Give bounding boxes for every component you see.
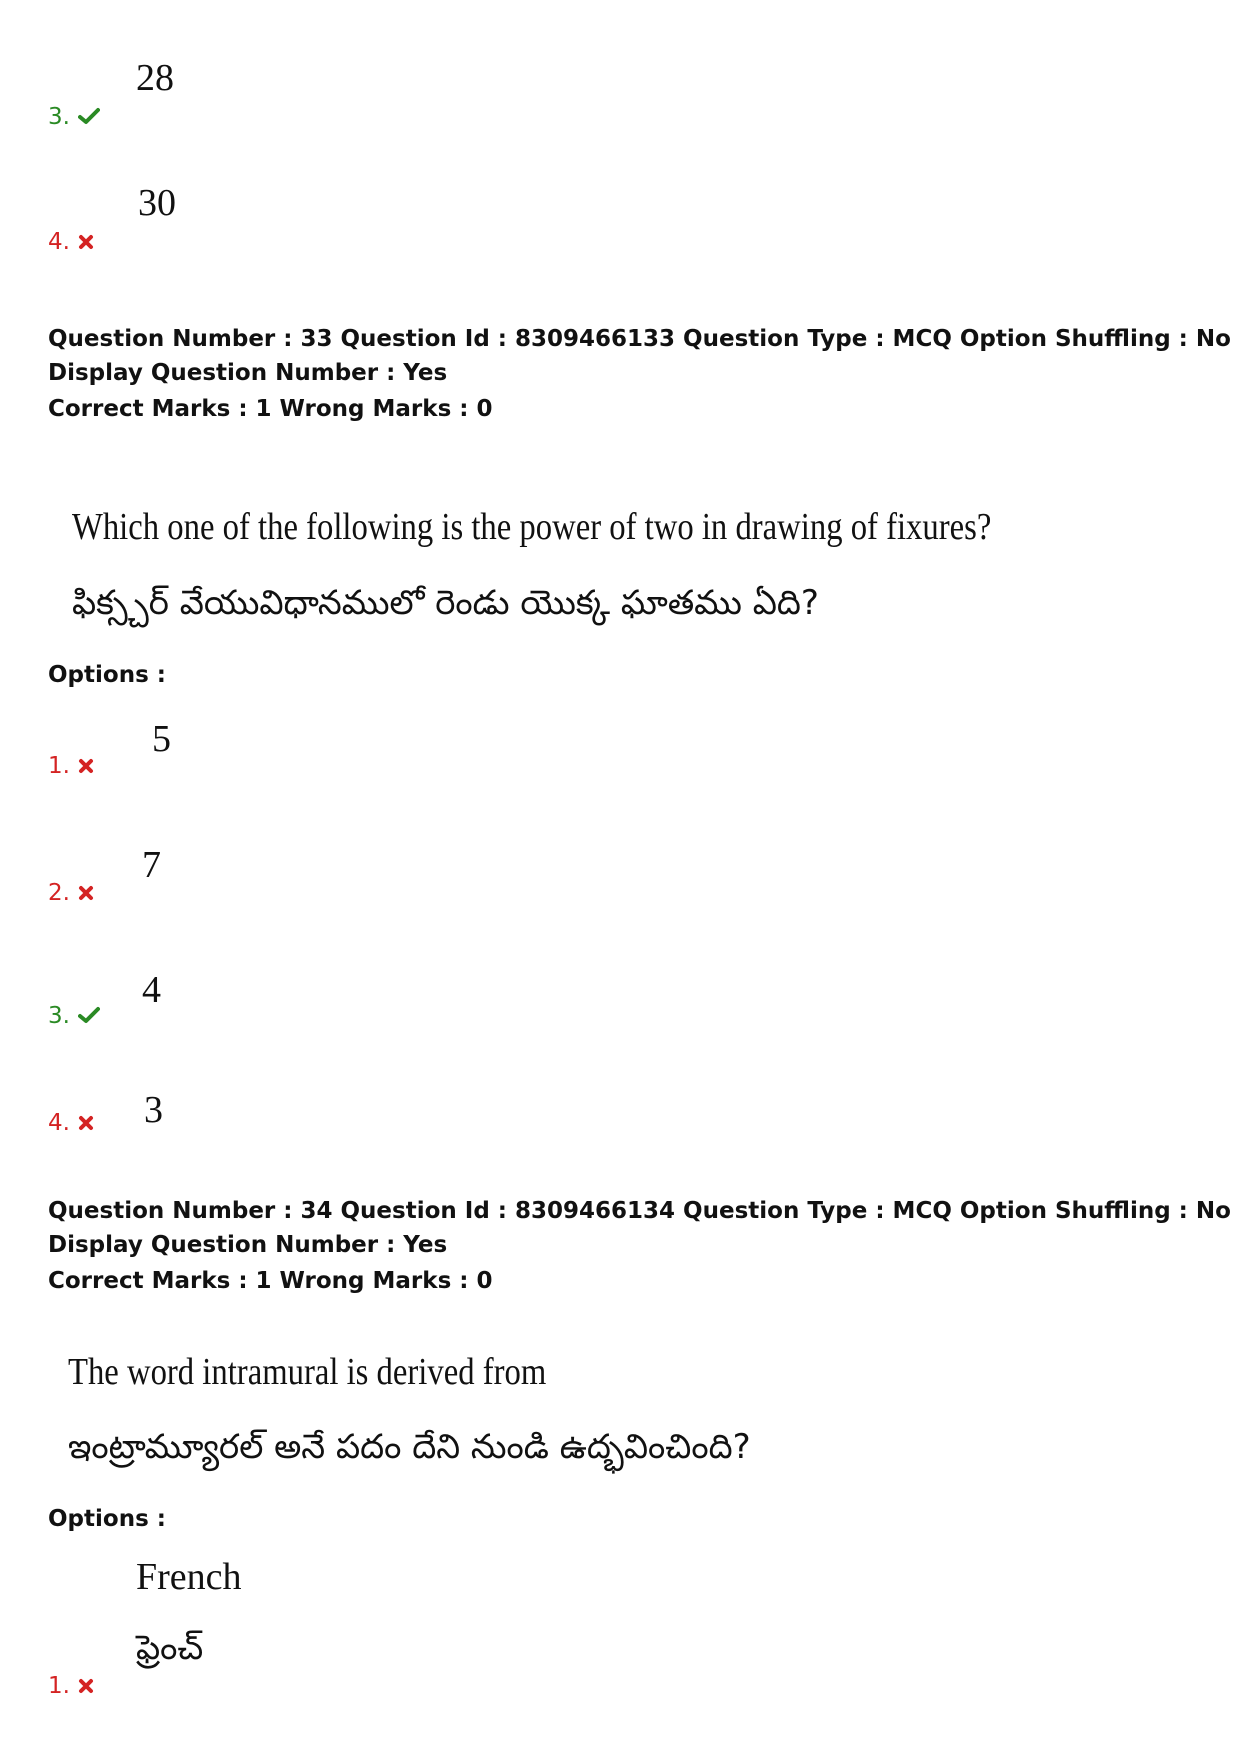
cross-icon <box>78 230 94 256</box>
question-text-telugu: ఇంట్రామ్యూరల్ అనే పదం దేని నుండి ఉద్భవించింది? <box>68 1427 751 1467</box>
option-number: 4. <box>48 229 94 256</box>
option-number: 1. <box>48 753 94 780</box>
option-value: 3 <box>144 1089 163 1131</box>
cross-icon <box>78 1111 94 1137</box>
marks-info: Correct Marks : 1 Wrong Marks : 0 <box>48 396 493 422</box>
question-meta: Question Number : 33 Question Id : 8309466133 Question Type : MCQ Option Shuffling : No <box>48 326 1231 352</box>
question-text-english: The word intramural is derived from <box>68 1351 547 1393</box>
option-number: 2. <box>48 880 94 907</box>
option-value-english: French <box>136 1556 242 1598</box>
option-number: 1. <box>48 1673 94 1700</box>
option-value: 28 <box>136 57 174 99</box>
option-value: 5 <box>152 718 171 760</box>
display-question-number: Display Question Number : Yes <box>48 1232 448 1258</box>
options-label: Options : <box>48 662 166 688</box>
option-number: 3. <box>48 1003 100 1030</box>
option-value: 7 <box>142 844 161 886</box>
check-icon <box>78 1004 100 1030</box>
cross-icon <box>78 881 94 907</box>
question-text-english: Which one of the following is the power of two in drawing of fixures? <box>72 506 992 548</box>
option-value: 30 <box>138 182 176 224</box>
question-text-telugu: ఫిక్స్చర్ వేయువిధానములో రెండు యొక్క ఘాతము ఏది? <box>72 583 819 623</box>
options-label: Options : <box>48 1506 166 1532</box>
cross-icon <box>78 1674 94 1700</box>
option-value-telugu: ఫ్రెంచ్ <box>136 1628 204 1668</box>
option-value: 4 <box>142 969 161 1011</box>
option-number: 4. <box>48 1110 94 1137</box>
marks-info: Correct Marks : 1 Wrong Marks : 0 <box>48 1268 493 1294</box>
question-meta: Question Number : 34 Question Id : 8309466134 Question Type : MCQ Option Shuffling : No <box>48 1198 1231 1224</box>
check-icon <box>78 105 100 131</box>
display-question-number: Display Question Number : Yes <box>48 360 448 386</box>
option-number: 3. <box>48 104 100 131</box>
cross-icon <box>78 754 94 780</box>
